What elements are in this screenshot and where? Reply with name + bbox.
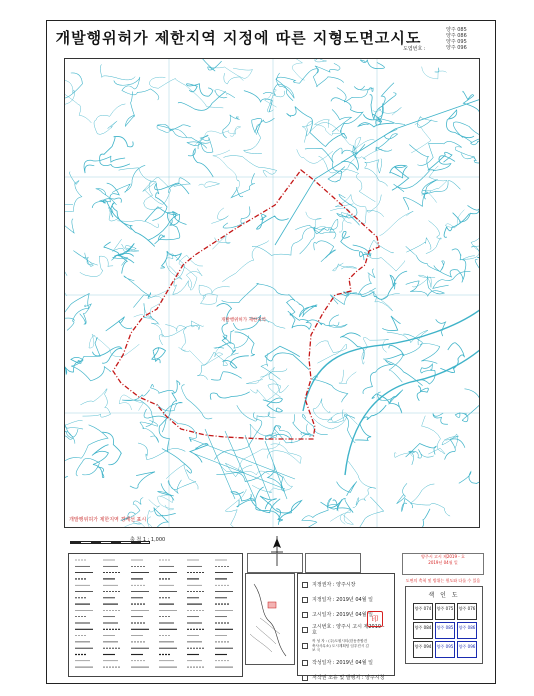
contour-line — [288, 311, 333, 329]
contour-line — [406, 444, 437, 458]
contour-line — [246, 367, 274, 383]
key-map-cell: 양주 085 — [435, 622, 455, 639]
contour-line — [367, 195, 384, 217]
legend-panel — [68, 553, 243, 677]
contour-line — [158, 495, 174, 510]
contour-line — [152, 347, 166, 363]
contour-line — [65, 80, 91, 123]
contour-line — [210, 392, 249, 400]
contour-line — [287, 107, 347, 147]
revision-note: 도면의 축척 및 방위는 원도와 다를 수 있음 — [405, 578, 481, 583]
contour-line — [151, 384, 175, 393]
contour-line — [314, 219, 338, 239]
contour-line — [140, 420, 159, 442]
contour-line — [426, 221, 441, 254]
contour-line — [316, 341, 347, 363]
contour-line — [362, 337, 389, 364]
contour-line — [65, 389, 83, 429]
contour-line — [433, 413, 448, 424]
contour-line — [223, 115, 240, 138]
contour-line — [337, 86, 373, 102]
contour-line — [463, 230, 480, 259]
contour-line — [216, 464, 284, 491]
contour-line — [197, 352, 238, 380]
info-row — [302, 655, 390, 670]
map-canvas — [65, 59, 480, 528]
key-map-cell: 양주 096 — [457, 641, 477, 658]
contour-line — [360, 60, 384, 69]
key-map-cell: 양주 076 — [457, 603, 477, 620]
contour-line — [358, 269, 375, 295]
development-restriction-boundary — [113, 170, 379, 439]
contour-line — [225, 489, 260, 528]
key-map-cell: 양주 086 — [457, 622, 477, 639]
contour-line — [124, 276, 151, 308]
info-row — [302, 577, 390, 592]
contour-line — [100, 136, 134, 167]
contour-line — [422, 416, 445, 454]
contour-line — [365, 159, 388, 187]
contour-line — [112, 165, 145, 192]
contour-lines — [65, 59, 480, 528]
sheet-index — [446, 27, 467, 51]
contour-line — [376, 129, 398, 151]
checkbox-icon — [302, 597, 308, 603]
contour-line — [244, 124, 262, 153]
contour-line — [340, 333, 364, 359]
key-map-grid — [413, 603, 477, 658]
contour-line — [211, 208, 228, 224]
location-map-drawing — [246, 574, 294, 664]
contour-line — [186, 84, 212, 96]
contour-line — [341, 231, 359, 250]
contour-line — [394, 145, 430, 192]
contour-line — [474, 151, 480, 171]
contour-line — [239, 442, 280, 475]
contour-line — [331, 98, 363, 134]
contour-line — [337, 482, 357, 496]
notice-header-box — [402, 553, 484, 575]
contour-line — [423, 166, 447, 203]
contour-line — [65, 172, 82, 212]
contour-line — [92, 445, 109, 478]
contour-line — [335, 194, 366, 223]
contour-line — [188, 149, 213, 177]
contour-line — [406, 246, 445, 271]
key-map-cell: 양주 075 — [435, 603, 455, 620]
contour-line — [178, 342, 232, 365]
contour-line — [329, 315, 347, 328]
info-text: 고시일자 : 2019년 04월 일 — [312, 611, 373, 618]
location-map — [245, 573, 295, 665]
contour-line — [337, 194, 360, 225]
sheet-index-item: 양주 085 — [446, 27, 467, 33]
contour-line — [125, 92, 134, 127]
contour-line — [166, 464, 198, 489]
info-row — [302, 637, 390, 655]
contour-line — [252, 118, 275, 134]
area-label: 개발행위허가 제한지역 — [221, 318, 266, 323]
sheet-index-item: 양주 095 — [446, 39, 467, 45]
contour-line — [302, 121, 339, 143]
contour-line — [330, 510, 353, 524]
contour-line — [327, 499, 342, 510]
contour-line — [104, 242, 127, 274]
contour-line — [348, 461, 376, 508]
contour-line — [65, 294, 89, 331]
contour-line — [80, 304, 92, 324]
checkbox-icon — [302, 660, 308, 666]
sheet-index-item: 양주 086 — [446, 33, 467, 39]
contour-line — [330, 208, 349, 232]
contour-line — [172, 253, 190, 294]
key-map-cell: 양주 095 — [435, 641, 455, 658]
contour-line — [358, 509, 430, 528]
contour-line — [402, 499, 413, 512]
contour-line — [403, 180, 437, 210]
contour-line — [314, 119, 356, 158]
contour-line — [114, 77, 159, 100]
contour-line — [199, 182, 220, 188]
contour-line — [263, 73, 294, 98]
contour-line — [422, 67, 447, 79]
contour-line — [89, 334, 139, 356]
contour-line — [147, 500, 159, 529]
contour-line — [406, 276, 445, 296]
contour-line — [445, 210, 464, 229]
contour-line — [306, 212, 326, 229]
sheet-index-item: 양주 096 — [446, 45, 467, 51]
contour-line — [76, 458, 99, 476]
contour-line — [442, 434, 459, 448]
info-text: 작 성 자 : (주)도원시티(한동종합건축사사무소) 도시계획팀 임우진시 김 보 국 — [312, 639, 369, 653]
contour-line — [315, 59, 327, 62]
contour-line — [447, 110, 474, 138]
info-text: 고시번호 : 양주시 고시 제2019 - 호 — [312, 623, 385, 636]
contour-line — [117, 221, 158, 228]
contour-line — [453, 122, 480, 145]
contour-line — [92, 183, 119, 208]
contour-line — [296, 301, 317, 317]
bottom-left-caption: 개발행위허가 제한지역 경계선 표시 — [69, 517, 147, 523]
contour-line — [380, 211, 414, 235]
contour-line — [417, 117, 437, 128]
legend-symbols — [69, 554, 242, 676]
contour-line — [65, 73, 82, 117]
contour-line — [417, 141, 473, 165]
contour-line — [222, 241, 268, 282]
contour-line — [333, 263, 357, 271]
contour-line — [313, 63, 344, 86]
notice-date: 2019년 04월 일 — [428, 560, 458, 565]
contour-line — [211, 372, 242, 380]
contour-line — [138, 443, 185, 459]
contour-line — [314, 241, 336, 262]
contour-line — [166, 254, 182, 279]
contour-line — [199, 285, 230, 304]
contour-line — [73, 251, 97, 267]
contour-line — [214, 412, 261, 459]
info-row — [302, 592, 390, 607]
contour-line — [94, 104, 125, 134]
contour-line — [397, 483, 407, 504]
contour-line — [263, 398, 283, 412]
checkbox-icon — [302, 675, 308, 681]
checkbox-icon — [302, 643, 308, 649]
contour-line — [114, 243, 134, 263]
contour-line — [257, 214, 289, 229]
contour-line — [71, 337, 110, 380]
contour-line — [313, 399, 344, 423]
contour-line — [106, 317, 132, 331]
contour-line — [224, 73, 244, 84]
contour-line — [222, 283, 296, 302]
contour-line — [190, 444, 208, 463]
contour-line — [112, 239, 138, 251]
contour-line — [84, 156, 125, 173]
note-box-right — [305, 553, 361, 573]
contour-line — [96, 189, 117, 205]
contour-line — [434, 249, 466, 283]
key-map — [405, 586, 483, 664]
contour-line — [210, 67, 253, 78]
contour-line — [410, 484, 450, 516]
contour-line — [293, 414, 310, 435]
contour-line — [130, 472, 155, 488]
scale-label: 축 척 1 : 1,000 — [130, 537, 166, 543]
drawing-number-label: 도엽번호 : — [403, 46, 426, 52]
contour-line — [160, 251, 181, 268]
contour-line — [144, 181, 162, 209]
info-text: 작성일자 : 2019년 04월 일 — [312, 659, 373, 666]
contour-line — [420, 343, 440, 363]
topographic-map[interactable] — [64, 58, 480, 528]
contour-line — [312, 376, 348, 403]
info-text: 지정권자 : 양주시장 — [312, 581, 356, 588]
checkbox-icon — [302, 612, 308, 618]
contour-line — [297, 149, 333, 163]
contour-line — [479, 420, 480, 440]
notice-number: 양주시 고시 제2019 - 호 — [421, 554, 465, 559]
contour-line — [182, 385, 213, 419]
contour-line — [274, 424, 313, 444]
info-text: 지정일자 : 2019년 04월 일 — [312, 596, 373, 603]
contour-line — [223, 330, 234, 343]
contour-line — [165, 325, 186, 351]
contour-line — [475, 235, 480, 271]
contour-line — [339, 370, 356, 384]
contour-line — [356, 497, 384, 528]
contour-line — [102, 432, 121, 465]
contour-line — [390, 165, 409, 190]
contour-line — [168, 480, 196, 494]
contour-line — [267, 59, 305, 80]
info-row — [302, 670, 390, 685]
contour-line — [155, 212, 180, 244]
contour-line — [214, 336, 248, 349]
contour-line — [436, 319, 446, 336]
contour-line — [119, 168, 171, 205]
map-title: 개발행위허가 제한지역 지정에 따른 지형도면고시도 — [55, 29, 422, 47]
contour-line — [122, 390, 153, 427]
contour-line — [65, 266, 67, 281]
checkbox-icon — [302, 582, 308, 588]
key-map-title: 색 인 도 — [428, 592, 460, 599]
contour-line — [181, 59, 222, 71]
contour-line — [381, 83, 396, 107]
contour-line — [382, 316, 400, 331]
contour-line — [223, 356, 249, 368]
contour-line — [459, 472, 480, 484]
contour-line — [463, 91, 480, 119]
contour-line — [265, 346, 309, 369]
contour-line — [214, 90, 235, 99]
contour-line — [417, 386, 428, 401]
contour-line — [223, 156, 276, 177]
contour-line — [100, 64, 135, 80]
contour-line — [144, 303, 162, 337]
contour-line — [261, 353, 280, 380]
contour-line — [158, 483, 174, 500]
key-map-cell: 양주 094 — [413, 641, 433, 658]
contour-line — [299, 498, 337, 528]
contour-line — [80, 256, 113, 277]
info-text: 저작권 소유 및 발행처 : 양주시청 — [312, 674, 385, 681]
contour-line — [235, 332, 255, 356]
contour-line — [65, 473, 68, 496]
contour-line — [453, 205, 480, 222]
key-map-cell: 양주 084 — [413, 622, 433, 639]
contour-line — [455, 389, 480, 422]
contour-line — [92, 347, 121, 363]
note-box-left — [247, 553, 303, 573]
contour-line — [313, 413, 358, 429]
key-map-cell: 양주 074 — [413, 603, 433, 620]
river-bank-upper — [303, 309, 480, 411]
contour-line — [342, 169, 376, 201]
river-bank-lower — [345, 349, 480, 475]
contour-line — [265, 89, 277, 107]
contour-line — [65, 212, 74, 233]
contour-line — [250, 384, 280, 401]
contour-line — [394, 451, 414, 457]
contour-line — [303, 414, 328, 434]
checkbox-icon — [302, 627, 308, 633]
official-seal-stamp: 印 — [367, 611, 383, 627]
